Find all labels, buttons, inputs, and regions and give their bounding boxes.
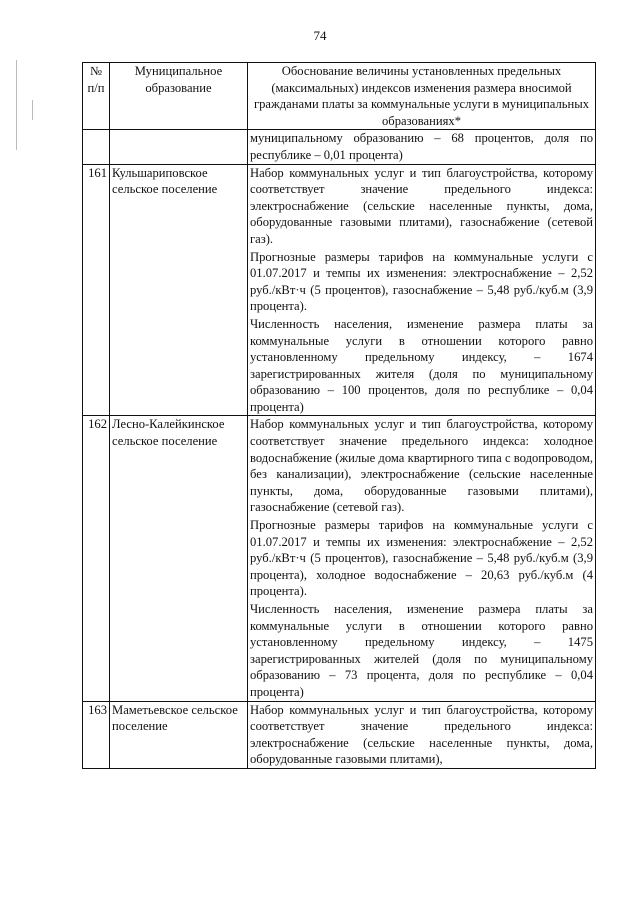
basis-cell — [248, 416, 596, 701]
basis-paragraph: Набор коммунальных услуг и тип благоустройства, которому соответствует значение предельного индекса: электроснабжение (сельские населенные пункты, дома, оборудованные газовыми плитами), — [250, 702, 593, 767]
basis-cell — [248, 164, 596, 416]
indices-table — [82, 62, 596, 769]
municipality-name: Кульшариповское сельское поселение — [110, 164, 248, 416]
continuation-text: муниципальному образованию – 68 процентов, доля по республике – 0,01 процента) — [248, 130, 596, 164]
table-row — [83, 164, 596, 416]
scan-margin-mark — [16, 60, 17, 150]
row-number: 163 — [83, 701, 110, 768]
scan-margin-mark — [32, 100, 33, 120]
municipality-name: Маметьевское сельское поселение — [110, 701, 248, 768]
basis-paragraph: Численность населения, изменение размера платы за коммунальные услуги в отношении которого равно установленному предельному индексу, – 1475 зарегистрированных жителей (доля по муниципальному образованию – 73 процента, доля по республике – 0,04 процента) — [250, 602, 593, 699]
header-municipality: Муниципальное образование — [110, 63, 248, 130]
table-row — [83, 416, 596, 701]
row-number: 162 — [83, 416, 110, 701]
basis-cell — [248, 701, 596, 768]
basis-paragraph: Численность населения, изменение размера платы за коммунальные услуги в отношении которого равно установленному предельному индексу, – 1674 зарегистрированных жителя (доля по муниципальному образованию – 100 процентов, доля по республике – 0,04 процента) — [250, 316, 593, 414]
continuation-row — [83, 130, 596, 164]
page-number: 74 — [313, 28, 327, 43]
basis-paragraph: Набор коммунальных услуг и тип благоустройства, которому соответствует значение предельного индекса: электроснабжение (сельские населенные пункты, дома, оборудованные газовыми плитами), газоснабжение (сетевой газ). — [250, 165, 593, 246]
header-basis: Обоснование величины установленных предельных (максимальных) индексов изменения размера вносимой гражданами платы за коммунальные услуги в муниципальных образованиях* — [248, 63, 596, 130]
header-number: № п/п — [83, 63, 110, 130]
table-header-row — [83, 63, 596, 130]
row-number: 161 — [83, 164, 110, 416]
table-row — [83, 701, 596, 768]
basis-paragraph: Прогнозные размеры тарифов на коммунальные услуги с 01.07.2017 и темпы их изменения: электроснабжение – 2,52 руб./кВт·ч (5 процентов), газоснабжение – 5,48 руб./куб.м (3,9 процента), холодное водоснабжение – 20,63 руб./куб.м (4 процента). — [250, 518, 593, 599]
basis-paragraph: Прогнозные размеры тарифов на коммунальные услуги с 01.07.2017 и темпы их изменения: электроснабжение – 2,52 руб./кВт·ч (5 процентов), газоснабжение – 5,48 руб./куб.м (3,9 процента). — [250, 249, 593, 314]
municipality-name: Лесно-Калейкинское сельское поселение — [110, 416, 248, 701]
basis-paragraph: Набор коммунальных услуг и тип благоустройства, которому соответствует значение предельного индекса: холодное водоснабжение (жилые дома квартирного типа с водопроводом, без канализации), электроснабжение (сельские населенные пункты, дома, оборудованные газовыми плитами), газоснабжение (сетевой газ). — [250, 417, 593, 515]
